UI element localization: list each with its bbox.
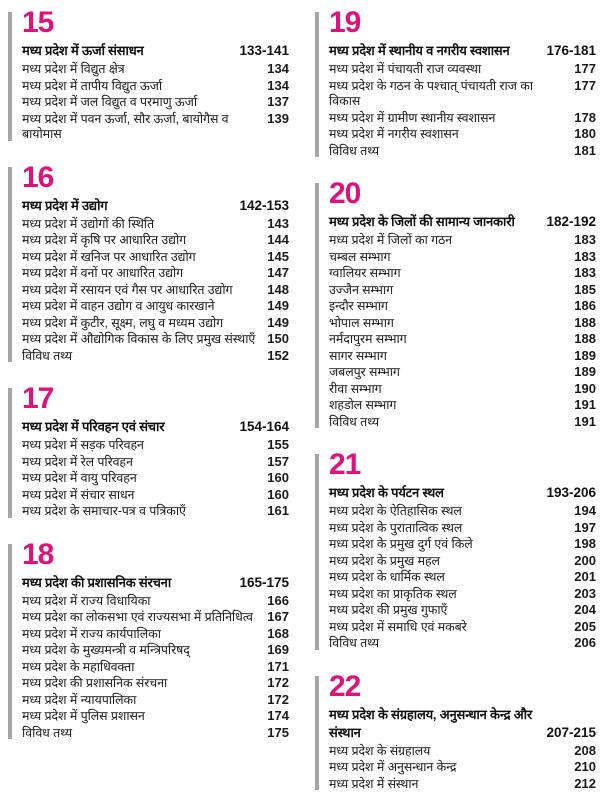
toc-item <box>329 397 596 414</box>
toc-item-page: 134 <box>267 77 289 93</box>
toc-item-page: 157 <box>267 453 289 469</box>
toc-item-label: मध्य प्रदेश में सड़क परिवहन <box>22 438 144 452</box>
chapter-page-range: 182-192 <box>546 214 596 229</box>
toc-item-page: 171 <box>267 658 289 674</box>
toc-item-page: 180 <box>574 126 596 141</box>
chapter-accent-bar <box>8 388 12 518</box>
toc-item-label: विविध तथ्य <box>22 725 73 740</box>
toc-item-label: विविध तथ्य <box>22 348 73 363</box>
chapter-number: 21 <box>329 448 361 481</box>
toc-item-label: मध्य प्रदेश के महाधिवक्ता <box>22 659 135 674</box>
toc-item-page: 208 <box>574 742 596 758</box>
toc-item <box>329 143 596 160</box>
toc-item-page: 147 <box>267 265 289 280</box>
toc-item-label: मध्य प्रदेश में पंचायती राज व्यवस्था <box>329 62 482 76</box>
toc-item-label: मध्य प्रदेश में कृषि पर आधारित उद्योग <box>22 233 187 247</box>
toc-item-label: भोपाल सम्भाग <box>329 315 394 330</box>
toc-item-label: मध्य प्रदेश में विद्युत क्षेत्र <box>22 62 125 76</box>
toc-item-page: 137 <box>267 94 289 109</box>
toc-item-label: मध्य प्रदेश में राज्य विधायिका <box>22 593 151 608</box>
toc-item-label: विविध तथ्य <box>329 636 380 650</box>
chapter-19-block <box>315 8 596 159</box>
toc-item <box>22 78 289 95</box>
toc-item <box>22 111 289 143</box>
chapter-accent-bar <box>8 544 12 740</box>
toc-item-page: 174 <box>267 708 289 723</box>
toc-item-page: 201 <box>574 569 596 584</box>
toc-item-page: 210 <box>574 759 596 774</box>
toc-item <box>22 282 289 299</box>
toc-item <box>329 586 596 603</box>
toc-item <box>329 298 596 315</box>
toc-item-page: 189 <box>574 364 596 379</box>
chapter-title: मध्य प्रदेश के जिलों की सामान्य जानकारी <box>329 214 515 229</box>
toc-item <box>329 759 596 776</box>
toc-item-label: मध्य प्रदेश में वायु परिवहन <box>22 471 137 485</box>
toc-item <box>329 126 596 143</box>
toc-item-label: मध्य प्रदेश में पुलिस प्रशासन <box>22 709 145 723</box>
toc-item-page: 143 <box>267 215 289 231</box>
toc-item <box>329 331 596 348</box>
chapter-page-range: 142-153 <box>239 197 289 213</box>
toc-item-label: मध्य प्रदेश का प्राकृतिक स्थल <box>329 586 457 601</box>
toc-item-page: 177 <box>574 61 596 76</box>
toc-item-label: मध्य प्रदेश के संग्रहालय <box>329 743 431 758</box>
chapter-title-row <box>22 42 289 60</box>
toc-item-page: 167 <box>267 609 289 624</box>
toc-item-label: मध्य प्रदेश में संस्थान <box>329 776 419 791</box>
toc-item-page: 200 <box>574 552 596 568</box>
chapter-number: 20 <box>329 177 361 210</box>
chapter-accent-bar <box>315 676 319 791</box>
toc-item-page: 205 <box>574 618 596 634</box>
toc-item <box>329 553 596 570</box>
chapter-title: मध्य प्रदेश में उद्योग <box>22 197 108 213</box>
toc-item <box>329 265 596 282</box>
toc-item <box>22 437 289 454</box>
toc-item <box>22 216 289 233</box>
toc-item-label: विविध तथ्य <box>329 414 380 429</box>
toc-item <box>329 315 596 332</box>
toc-item <box>329 78 596 110</box>
chapter-accent-bar <box>315 12 319 157</box>
chapter-page-range: 176-181 <box>546 43 596 58</box>
toc-item <box>22 348 289 365</box>
toc-item-label: नर्मदापुरम सम्भाग <box>329 332 407 346</box>
toc-item <box>329 414 596 431</box>
toc-item-page: 168 <box>267 625 289 641</box>
toc-item-label: इन्दौर सम्भाग <box>329 299 388 313</box>
toc-item-label: सागर सम्भाग <box>329 348 387 363</box>
chapter-21-block <box>315 450 596 652</box>
chapter-17-block <box>8 384 289 520</box>
toc-item-label: मध्य प्रदेश में न्यायपालिका <box>22 692 137 707</box>
toc-item-label: मध्य प्रदेश में ग्रामीण स्थानीय स्वशासन <box>329 110 496 125</box>
toc-item <box>329 503 596 520</box>
toc-item-page: 194 <box>574 503 596 518</box>
toc-item <box>22 642 289 659</box>
toc-item-label: मध्य प्रदेश के प्रमुख दुर्ग एवं किले <box>329 537 473 551</box>
toc-item-label: मध्य प्रदेश के पुरातात्विक स्थल <box>329 520 463 535</box>
chapter-title-row <box>329 706 596 742</box>
chapter-number: 18 <box>22 537 54 571</box>
toc-left-column <box>8 8 289 812</box>
toc-item-label: मध्य प्रदेश का लोकसभा एवं राज्यसभा में प्रतिनिधित्व <box>22 610 253 624</box>
toc-item-label: मध्य प्रदेश में वनों पर आधारित उद्योग <box>22 266 184 280</box>
toc-item <box>22 454 289 471</box>
toc-item-page: 181 <box>574 142 596 158</box>
toc-item-page: 186 <box>574 298 596 313</box>
toc-item-page: 183 <box>574 265 596 280</box>
chapter-15-block <box>8 8 289 143</box>
chapter-title: मध्य प्रदेश के संग्रहालय, अनुसन्धान केन्द्र और संस्थान <box>329 706 532 740</box>
chapter-title-row <box>329 42 596 60</box>
toc-item-label: मध्य प्रदेश में रसायन एवं गैस पर आधारित उद्योग <box>22 282 233 297</box>
toc-item-page: 177 <box>574 77 596 93</box>
toc-item-page: 191 <box>574 413 596 429</box>
toc-item <box>22 315 289 332</box>
toc-item-label: मध्य प्रदेश में नगरीय स्वशासन <box>329 127 459 141</box>
chapter-title-row <box>22 197 289 215</box>
toc-item <box>22 94 289 111</box>
chapter-title: मध्य प्रदेश की प्रशासनिक संरचना <box>22 574 172 590</box>
toc-item-label: मध्य प्रदेश के मुख्यमन्त्री व मन्त्रिपरिषद् <box>22 643 190 657</box>
toc-item-page: 172 <box>267 675 289 690</box>
toc-item <box>329 110 596 127</box>
toc-item-page: 178 <box>574 109 596 125</box>
toc-item-page: 198 <box>574 536 596 551</box>
toc-item-page: 145 <box>267 248 289 264</box>
chapter-20-block <box>315 179 596 430</box>
toc-item-page: 144 <box>267 232 289 247</box>
chapter-title: मध्य प्रदेश में स्थानीय व नगरीय स्वशासन <box>329 43 510 58</box>
toc-item-page: 206 <box>574 635 596 650</box>
toc-item <box>22 487 289 504</box>
chapter-number: 19 <box>329 6 361 39</box>
toc-item <box>329 282 596 299</box>
toc-item <box>22 249 289 266</box>
toc-item-page: 160 <box>267 470 289 485</box>
chapter-page-range: 193-206 <box>546 485 596 500</box>
toc-item-page: 189 <box>574 347 596 363</box>
toc-item-page: 188 <box>574 331 596 346</box>
toc-item-page: 139 <box>267 110 289 126</box>
toc-item <box>329 249 596 266</box>
chapter-accent-bar <box>315 183 319 428</box>
chapter-title: मध्य प्रदेश में ऊर्जा संसाधन <box>22 43 144 58</box>
toc-item <box>329 569 596 586</box>
toc-item <box>22 265 289 282</box>
toc-item-page: 161 <box>267 503 289 518</box>
toc-item-page: 155 <box>267 437 289 452</box>
toc-item-label: मध्य प्रदेश के गठन के पश्चात् पंचायती राज का विकास <box>329 78 533 108</box>
toc-item-label: मध्य प्रदेश में खनिज पर आधारित उद्योग <box>22 249 196 264</box>
toc-item <box>22 61 289 78</box>
toc-item <box>329 232 596 249</box>
toc-item-page: 185 <box>574 281 596 297</box>
chapter-number: 15 <box>22 6 54 39</box>
chapter-page-range: 165-175 <box>239 574 289 590</box>
toc-item-page: 175 <box>267 724 289 740</box>
toc-item <box>22 725 289 742</box>
chapter-number: 17 <box>22 382 54 415</box>
toc-item <box>329 61 596 78</box>
toc-item <box>22 609 289 626</box>
chapter-18-block <box>8 537 289 742</box>
toc-item-page: 172 <box>267 691 289 707</box>
toc-item-label: मध्य प्रदेश में संचार साधन <box>22 487 135 502</box>
toc-item <box>329 602 596 619</box>
chapter-number: 16 <box>22 160 54 194</box>
toc-item-page: 148 <box>267 281 289 297</box>
toc-item <box>22 659 289 676</box>
toc-item-label: मध्य प्रदेश की प्रमुख गुफाएँ <box>329 603 448 617</box>
toc-item <box>22 298 289 315</box>
chapter-page-range: 133-141 <box>239 43 289 58</box>
chapter-title-row <box>22 418 289 436</box>
toc-item <box>22 708 289 725</box>
toc-item-label: जबलपुर सम्भाग <box>329 365 400 379</box>
chapter-accent-bar <box>315 454 319 650</box>
chapter-number: 22 <box>329 669 361 703</box>
chapter-title: मध्य प्रदेश के पर्यटन स्थल <box>329 485 444 500</box>
toc-right-column <box>315 8 596 812</box>
toc-item-label: मध्य प्रदेश में औद्योगिक विकास के लिए प्रमुख संस्थाएँ <box>22 332 256 346</box>
toc-item <box>22 675 289 692</box>
chapter-title: मध्य प्रदेश में परिवहन एवं संचार <box>22 419 165 434</box>
chapter-page-range: 154-164 <box>239 419 289 434</box>
toc-item-label: मध्य प्रदेश में अनुसन्धान केन्द्र <box>329 760 457 774</box>
toc-item <box>22 692 289 709</box>
toc-item-label: चम्बल सम्भाग <box>329 249 391 264</box>
toc-item-label: मध्य प्रदेश की प्रशासनिक संरचना <box>22 676 168 690</box>
toc-item <box>22 331 289 348</box>
toc-item <box>329 536 596 553</box>
toc-item-page: 204 <box>574 602 596 617</box>
toc-item <box>22 593 289 610</box>
toc-item-label: मध्य प्रदेश के ऐतिहासिक स्थल <box>329 504 462 518</box>
toc-item-page: 212 <box>574 775 596 791</box>
toc-item-page: 197 <box>574 519 596 535</box>
toc-item <box>329 776 596 793</box>
toc-item-label: मध्य प्रदेश में समाधि एवं मकबरे <box>329 619 467 634</box>
toc-item-page: 149 <box>267 298 289 313</box>
toc-item <box>329 635 596 652</box>
toc-item <box>329 364 596 381</box>
toc-item-label: मध्य प्रदेश में रेल परिवहन <box>22 454 133 469</box>
toc-item-page: 183 <box>574 232 596 247</box>
toc-item-page: 169 <box>267 642 289 657</box>
toc-item-page: 188 <box>574 314 596 330</box>
chapter-accent-bar <box>8 167 12 363</box>
toc-item-label: रीवा सम्भाग <box>329 381 382 396</box>
toc-item <box>329 743 596 760</box>
toc-item-label: ग्वालियर सम्भाग <box>329 266 401 280</box>
toc-item <box>329 619 596 636</box>
toc-item-page: 191 <box>574 397 596 412</box>
toc-item-label: शहडोल सम्भाग <box>329 398 397 412</box>
toc-item-page: 152 <box>267 347 289 363</box>
toc-item-page: 149 <box>267 314 289 330</box>
toc-item-label: मध्य प्रदेश में उद्योगों की स्थिति <box>22 216 154 231</box>
toc-item-page: 203 <box>574 585 596 601</box>
toc-item-label: मध्य प्रदेश में जिलों का गठन <box>329 233 453 247</box>
toc-item-page: 160 <box>267 486 289 502</box>
toc-item <box>329 381 596 398</box>
toc-item <box>22 470 289 487</box>
toc-item-label: मध्य प्रदेश में कुटीर, सूक्ष्म, लघु व मध्यम उद्योग <box>22 315 224 330</box>
toc-item-page: 166 <box>267 592 289 608</box>
toc-item <box>22 503 289 520</box>
toc-item-label: उज्जैन सम्भाग <box>329 282 394 297</box>
toc-item <box>22 232 289 249</box>
chapter-16-block <box>8 160 289 365</box>
chapter-22-block <box>315 669 596 793</box>
toc-item-label: विविध तथ्य <box>329 143 380 158</box>
chapter-title-row <box>329 213 596 231</box>
toc-item-label: मध्य प्रदेश में राज्य कार्यपालिका <box>22 626 161 641</box>
toc-item <box>329 520 596 537</box>
toc-item <box>329 348 596 365</box>
toc-item-label: मध्य प्रदेश में तापीय विद्युत ऊर्जा <box>22 78 162 93</box>
chapter-title-row <box>329 484 596 502</box>
toc-item-label: मध्य प्रदेश के समाचार-पत्र व पत्रिकाएँ <box>22 504 186 518</box>
toc-item-page: 183 <box>574 248 596 264</box>
toc-item-page: 150 <box>267 331 289 346</box>
toc-item <box>22 626 289 643</box>
chapter-page-range: 207-215 <box>546 724 596 740</box>
toc-item-label: मध्य प्रदेश में पवन ऊर्जा, सौर ऊर्जा, बायोगैस व बायोमास <box>22 111 229 141</box>
toc-item-label: मध्य प्रदेश के धार्मिक स्थल <box>329 570 445 584</box>
toc-item-page: 134 <box>267 61 289 76</box>
chapter-accent-bar <box>8 12 12 141</box>
toc-item-page: 190 <box>574 380 596 396</box>
toc-item-label: मध्य प्रदेश के प्रमुख महल <box>329 553 440 568</box>
toc-item-label: मध्य प्रदेश में वाहन उद्योग व आयुध कारखाने <box>22 299 215 313</box>
toc-item-label: मध्य प्रदेश में जल विद्युत व परमाणु ऊर्जा <box>22 95 198 109</box>
chapter-title-row <box>22 574 289 592</box>
